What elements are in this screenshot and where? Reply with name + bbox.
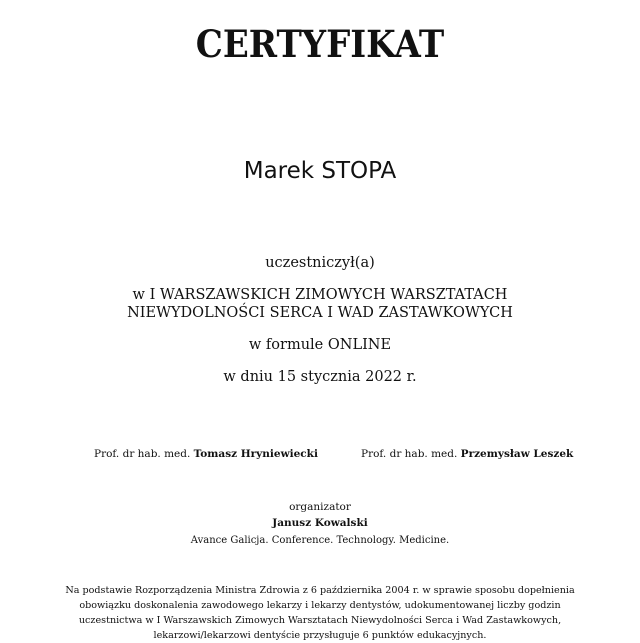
organizer-name: Janusz Kowalski bbox=[272, 517, 368, 529]
signatory-left-name: Tomasz Hryniewiecki bbox=[193, 448, 318, 460]
event-date: w dniu 15 stycznia 2022 r. bbox=[223, 369, 417, 385]
signatory-right-prefix: Prof. dr hab. med. bbox=[361, 448, 458, 460]
signatory-right bbox=[361, 447, 573, 461]
footer-line: lekarzowi/lekarzowi dentyście przysługuje 6 punktów edukacyjnych. bbox=[153, 630, 487, 641]
organizer-label: organizator bbox=[289, 501, 351, 513]
participant-name: Marek STOPA bbox=[243, 158, 397, 184]
footer-line: Na podstawie Rozporządzenia Ministra Zdrowia z 6 października 2004 r. w sprawie sposobu dopełnienia bbox=[65, 585, 575, 596]
certificate-title: CERTYFIKAT bbox=[195, 22, 445, 66]
event-name-line-2: NIEWYDOLNOŚCI SERCA I WAD ZASTAWKOWYCH bbox=[127, 305, 513, 321]
event-name-line-1: w I WARSZAWSKICH ZIMOWYCH WARSZTATACH bbox=[132, 287, 508, 303]
signatory-right-name: Przemysław Leszek bbox=[460, 448, 574, 460]
participation-text: uczestniczył(a) bbox=[265, 255, 375, 271]
signatory-left-prefix: Prof. dr hab. med. bbox=[94, 448, 191, 460]
organizer-company: Avance Galicja. Conference. Technology. Medicine. bbox=[190, 535, 450, 546]
footer-line: uczestnictwa w I Warszawskich Zimowych Warsztatach Niewydolności Serca i Wad Zastawkowych, bbox=[78, 615, 562, 626]
event-format: w formule ONLINE bbox=[248, 337, 392, 353]
footer-line: obowiązku doskonalenia zawodowego lekarzy i lekarzy dentystów, udokumentowanej liczby godzin bbox=[79, 600, 561, 611]
signatory-left bbox=[94, 447, 318, 461]
